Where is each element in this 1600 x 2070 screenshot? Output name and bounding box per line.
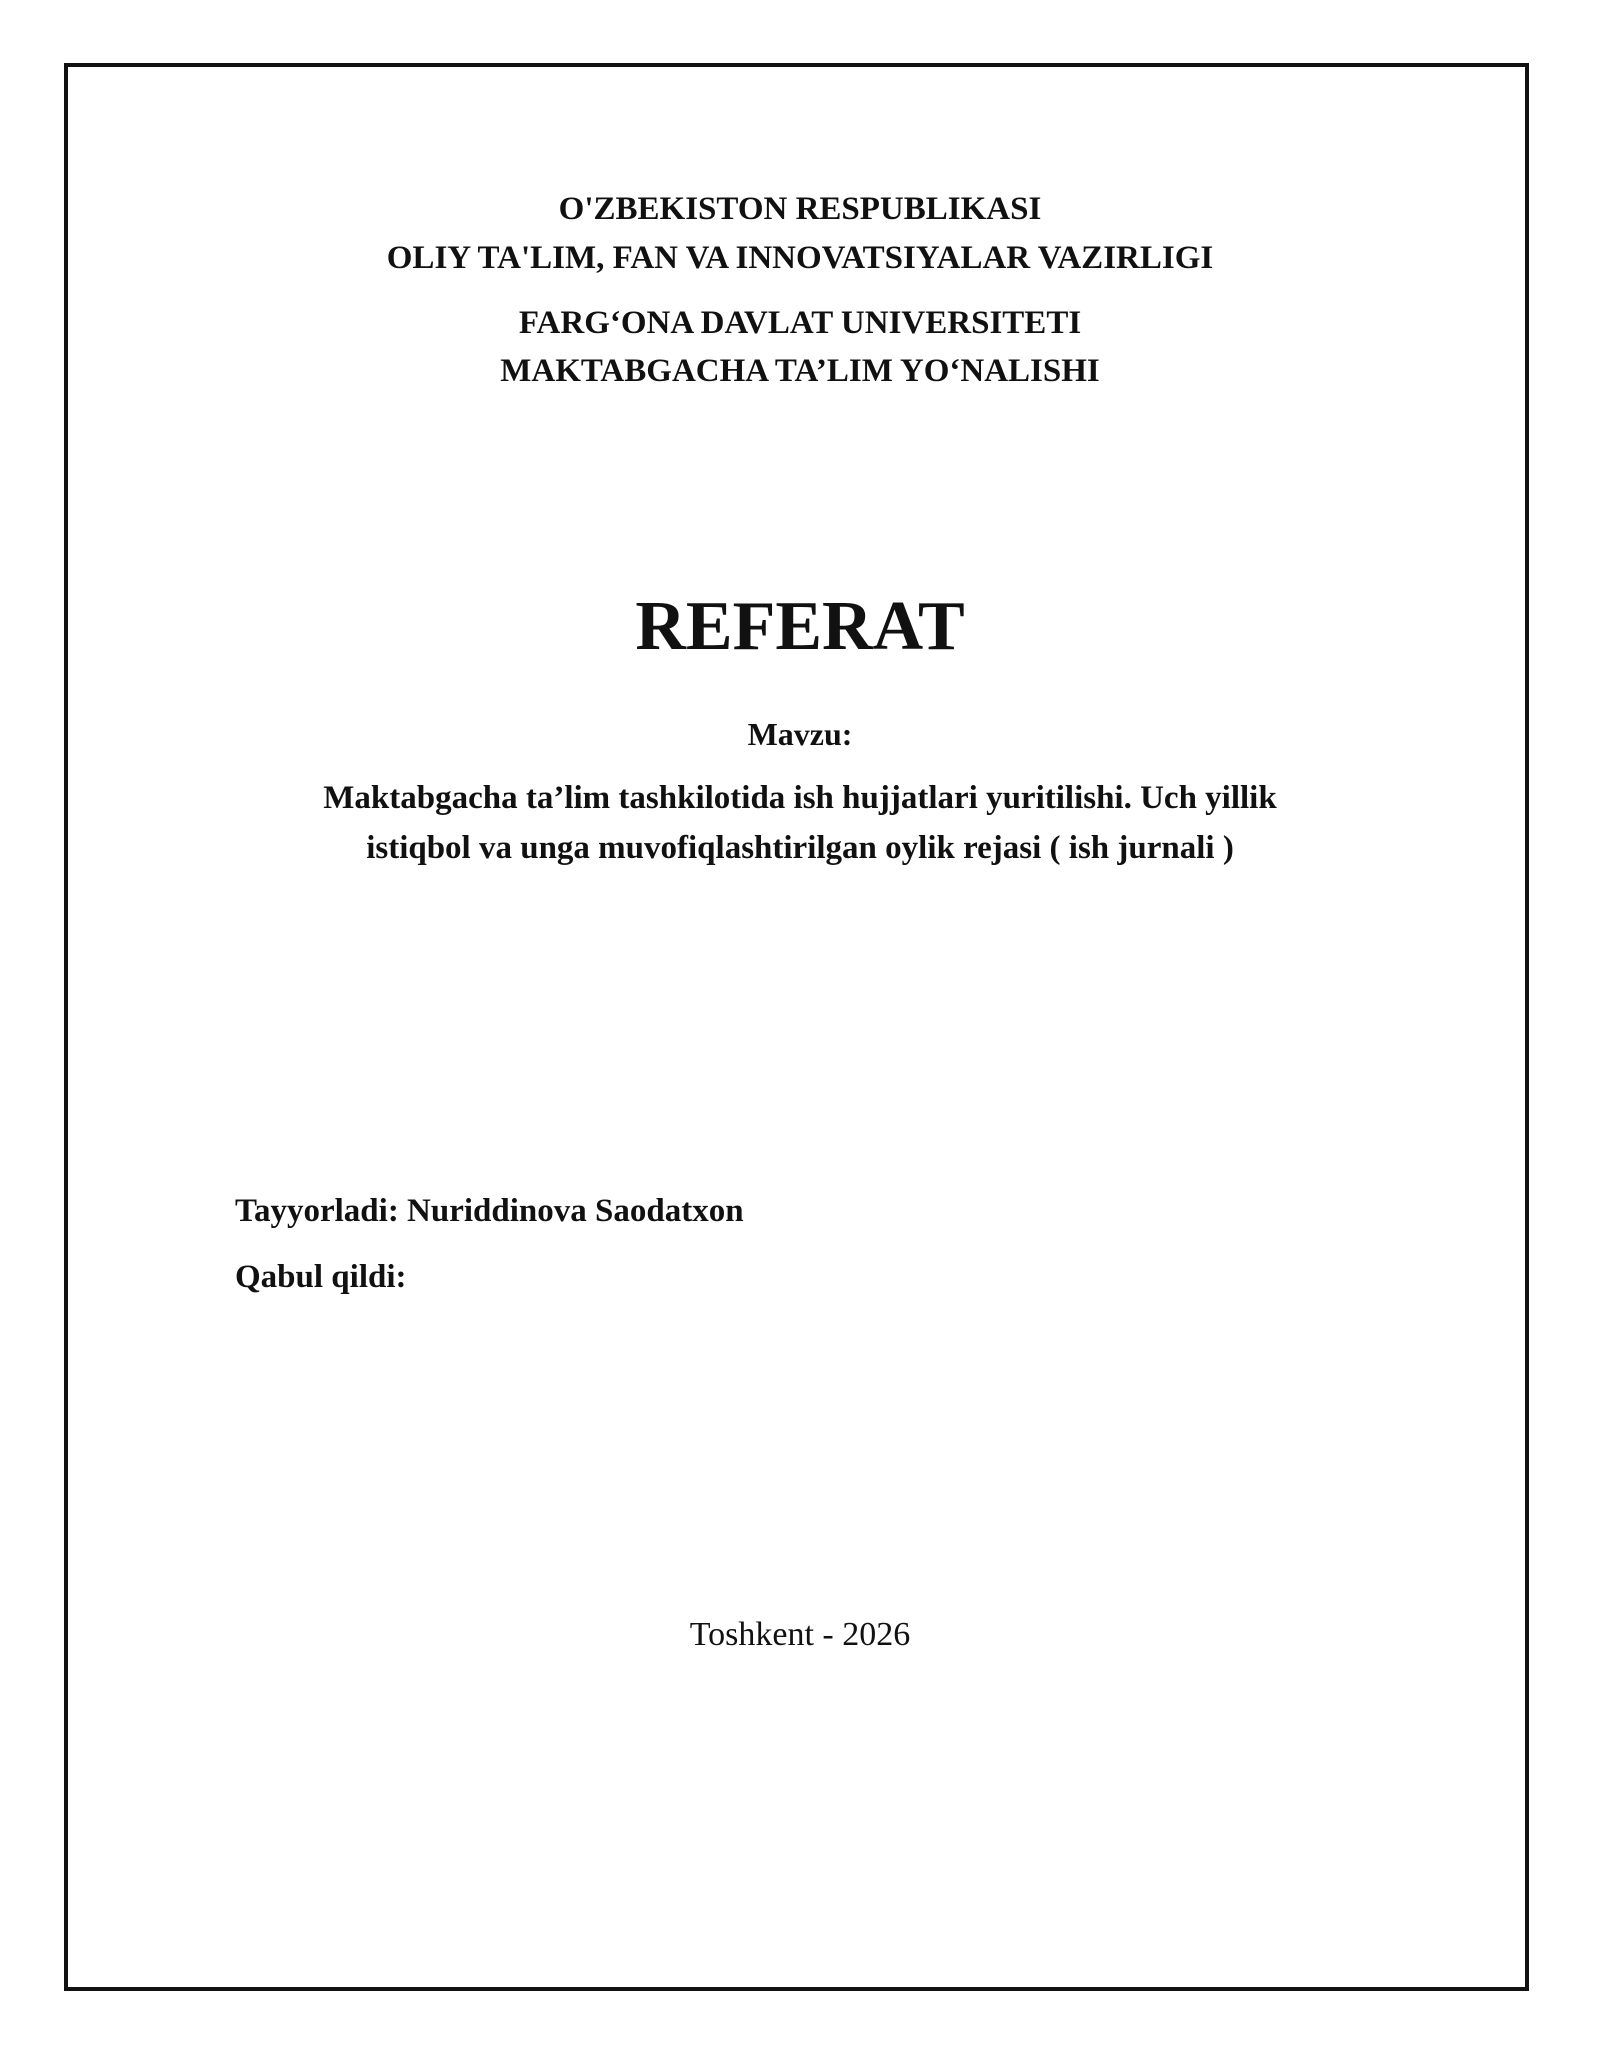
prepared-by: Tayyorladi: Nuriddinova Saodatxon bbox=[235, 1193, 744, 1229]
topic-line-2: istiqbol va unga muvofiqlashtirilgan oylik rejasi ( ish jurnali ) bbox=[366, 830, 1234, 866]
header-country: O'ZBEKISTON RESPUBLIKASI bbox=[558, 191, 1042, 227]
place-and-year: Toshkent - 2026 bbox=[689, 1616, 911, 1653]
header-department: MAKTABGACHA TA’LIM YO‘NALISHI bbox=[500, 353, 1100, 389]
document-title: REFERAT bbox=[635, 588, 965, 665]
topic-label: Mavzu: bbox=[747, 716, 853, 752]
header-ministry: OLIY TA'LIM, FAN VA INNOVATSIYALAR VAZIRLIGI bbox=[386, 240, 1214, 276]
topic-line-1: Maktabgacha ta’lim tashkilotida ish hujjatlari yuritilishi. Uch yillik bbox=[323, 780, 1277, 816]
accepted-by: Qabul qildi: bbox=[235, 1259, 407, 1295]
header-university: FARG‘ONA DAVLAT UNIVERSITETI bbox=[518, 305, 1082, 341]
